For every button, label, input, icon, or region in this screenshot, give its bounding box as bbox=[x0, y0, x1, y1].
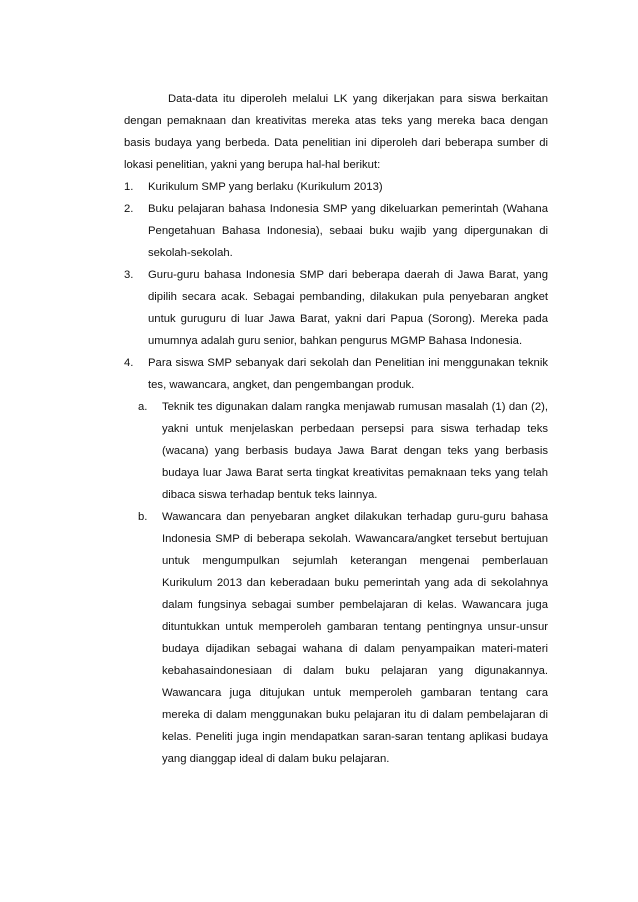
sub-list-item-letter: b. bbox=[138, 511, 148, 523]
sub-list-item bbox=[124, 506, 548, 770]
sub-list-item-text: Wawancara dan penyebaran angket dilakukan terhadap guru-guru bahasa Indonesia SMP di beberapa sekolah. Wawancara/angket tersebut bertujuan untuk mengumpulkan sejumlah keterangan mengenai pemberlauan Kurikulum 2013 dan keberadaan buku pemerintah yang ada di sekolahnya dalam fungsinya sebagai sumber pembelajaran di kelas. Wawancara juga dituntukkan untuk memperoleh gambaran tentang pentingnya unsur-unsur budaya dijadikan sebagai wahana di dalam penyampaikan materi-materi kebahasaindonesiaan di dalam buku pelajaran yang digunakannya. Wawancara juga ditujukan untuk memperoleh gambaran tentang cara mereka di dalam menggunakan buku pelajaran itu di dalam pembelajaran di kelas. Peneliti juga ingin mendapatkan saran-saran tentang aplikasi budaya yang dianggap ideal di dalam buku pelajaran. bbox=[162, 511, 548, 765]
sub-list-item bbox=[124, 396, 548, 506]
list-item-text: Buku pelajaran bahasa Indonesia SMP yang dikeluarkan pemerintah (Wahana Pengetahuan Bahasa Indonesia), sebaai buku wajib yang dipergunakan di sekolah-sekolah. bbox=[148, 203, 548, 259]
list-item bbox=[124, 264, 548, 352]
list-item-number: 2. bbox=[124, 203, 134, 215]
document-body bbox=[124, 88, 548, 770]
list-item-number: 3. bbox=[124, 269, 134, 281]
intro-paragraph: Data-data itu diperoleh melalui LK yang dikerjakan para siswa berkaitan dengan pemaknaan dan kreativitas mereka atas teks yang mereka baca dengan basis budaya yang berbeda. Data penelitian ini diperoleh dari beberapa sumber di lokasi penelitian, yakni yang berupa hal-hal berikut: bbox=[124, 93, 548, 171]
sub-list-item-letter: a. bbox=[138, 401, 148, 413]
list-item-number: 1. bbox=[124, 181, 134, 193]
sub-list-item-text: Teknik tes digunakan dalam rangka menjawab rumusan masalah (1) dan (2), yakni untuk menjelaskan perbedaan persepsi para siswa terhadap teks (wacana) yang berbasis budaya Jawa Barat dengan teks yang berbasis budaya luar Jawa Barat serta tingkat kreativitas pemaknaan teks yang telah dibaca siswa terhadap bentuk teks lainnya. bbox=[162, 401, 548, 501]
list-item bbox=[124, 352, 548, 396]
list-item-text: Guru-guru bahasa Indonesia SMP dari beberapa daerah di Jawa Barat, yang dipilih secara acak. Sebagai pembanding, dilakukan pula penyebaran angket untuk guruguru di luar Jawa Barat, yakni dari Papua (Sorong). Mereka pada umumnya adalah guru senior, bahkan pengurus MGMP Bahasa Indonesia. bbox=[148, 269, 548, 347]
list-item-text: Para siswa SMP sebanyak dari sekolah dan Penelitian ini menggunakan teknik tes, wawancara, angket, dan pengembangan produk. bbox=[148, 357, 548, 391]
list-item bbox=[124, 176, 548, 198]
list-item-number: 4. bbox=[124, 357, 134, 369]
list-item bbox=[124, 198, 548, 264]
list-item-text: Kurikulum SMP yang berlaku (Kurikulum 2013) bbox=[148, 181, 383, 193]
